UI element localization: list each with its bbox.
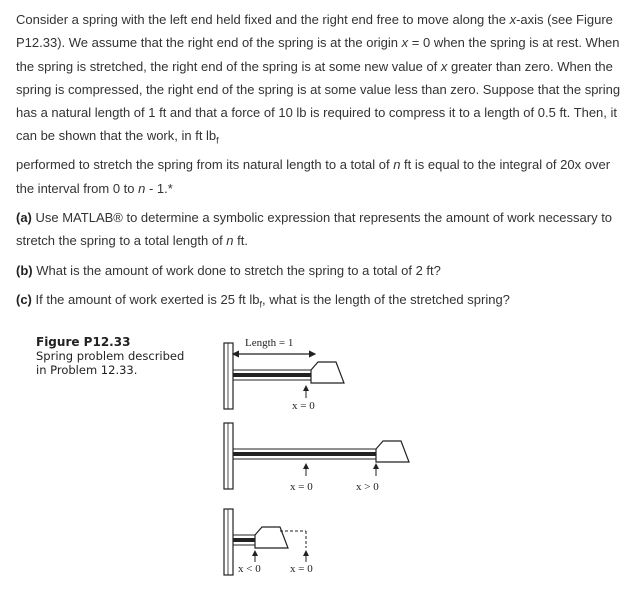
figure-caption-line2: in Problem 12.33. <box>36 363 138 377</box>
spring-bar-1 <box>233 373 313 377</box>
fixed-wall-1 <box>224 343 233 409</box>
x-gt-0-label: x > 0 <box>356 481 379 493</box>
panel-compressed <box>224 509 313 575</box>
figure-title: Figure P12.33 <box>36 335 131 349</box>
figure-caption-line1: Spring problem described <box>36 349 185 363</box>
x-lt-0-label: x < 0 <box>238 563 261 575</box>
block-3 <box>255 527 288 548</box>
spring-bar-3 <box>233 538 257 542</box>
x-eq-0-label-2: x = 0 <box>290 481 313 493</box>
x-eq-0-label-3: x = 0 <box>290 563 313 575</box>
length-label: Length = 1 <box>245 337 294 349</box>
problem-intro-cont: performed to stretch the spring from its natural length to a total of n ft is equal to the integral of 20x over the interval from 0 to n - 1.* <box>16 157 611 196</box>
block-2 <box>376 441 409 462</box>
spring-bar-2 <box>233 452 378 456</box>
fixed-wall-3 <box>224 509 233 575</box>
panel-stretched <box>224 423 409 493</box>
block-1 <box>311 362 344 383</box>
x-eq-0-label-1: x = 0 <box>292 400 315 412</box>
part-c: (c) If the amount of work exerted is 25 ft $lb_f$, what is the length of the stretched spring? <box>16 291 510 310</box>
fixed-wall-2 <box>224 423 233 489</box>
part-a: (a) Use MATLAB® to determine a symbolic expression that represents the amount of work necessary to stretch the spring to a total length of n ft. <box>16 209 613 249</box>
part-b: (b) What is the amount of work done to stretch the spring to a total of 2 ft? <box>16 262 441 278</box>
panel-natural-length <box>224 337 344 412</box>
problem-intro: Consider a spring with the left end held fixed and the right end free to move along the x-axis (see Figure P12.33). We assume that the right end of the spring is at the origin x = 0 when the spring is at rest. When the spring is stretched, the right end of the spring is at some new value of x greater than zero. When the spring is compressed, the right end of the spring is at some value less than zero. Suppose that the spring has a natural length of 1 ft and that a force of 10 lb is required to compress it to a length of 0.5 ft. Then, it can be shown that the work, in ft $lb_f$ <box>16 12 621 147</box>
